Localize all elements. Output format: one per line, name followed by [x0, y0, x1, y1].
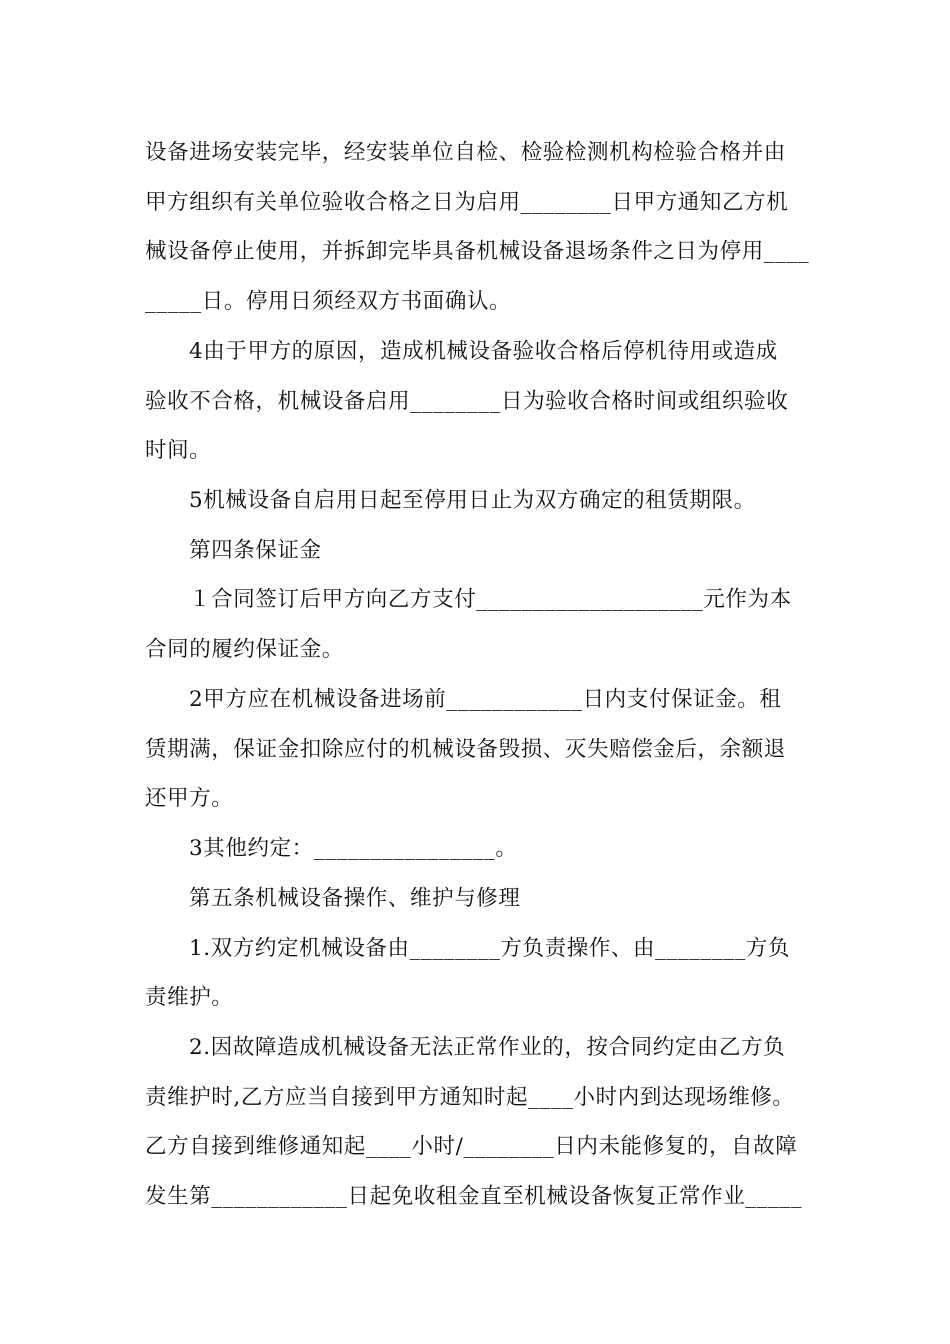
text-line: 时间。: [145, 438, 212, 463]
text-line: 赁期满，保证金扣除应付的机械设备毁损、灭失赔偿金后，余额退: [145, 737, 786, 762]
text-line: _____日。停用日须经双方书面确认。: [145, 289, 512, 314]
text-line: 乙方自接到维修通知起____小时/________日内未能修复的，自故障: [145, 1134, 798, 1159]
text-line: 2甲方应在机械设备进场前____________日内支付保证金。租: [189, 687, 782, 712]
text-line: 械设备停止使用，并拆卸完毕具备机械设备退场条件之日为停用____: [145, 239, 810, 264]
text-line: 合同的履约保证金。: [145, 637, 344, 662]
text-line: 1.双方约定机械设备由________方负责操作、由________方负: [189, 936, 791, 961]
text-line: 甲方组织有关单位验收合格之日为启用________日甲方通知乙方机: [145, 190, 789, 215]
text-line: 5机械设备自启用日起至停用日止为双方确定的租赁期限。: [189, 488, 756, 513]
text-line: 3其他约定：________________。: [189, 836, 518, 861]
text-line: 设备进场安装完毕，经安装单位自检、检验检测机构检验合格并由: [145, 140, 786, 165]
section-heading: 第五条机械设备操作、维护与修理: [189, 886, 521, 911]
text-line: １合同签订后甲方向乙方支付____________________元作为本: [189, 587, 792, 612]
section-heading: 第四条保证金: [189, 538, 322, 563]
text-line: 发生第____________日起免收租金直至机械设备恢复正常作业_____: [145, 1184, 803, 1209]
text-line: 责维护。: [145, 985, 234, 1010]
text-line: 验收不合格，机械设备启用________日为验收合格时间或组织验收: [145, 389, 789, 414]
text-line: 2.因故障造成机械设备无法正常作业的，按合同约定由乙方负: [189, 1035, 786, 1060]
text-line: 责维护时,乙方应当自接到甲方通知时起____小时内到达现场维修。: [145, 1085, 795, 1110]
text-line: 还甲方。: [145, 786, 234, 811]
text-line: 4由于甲方的原因，造成机械设备验收合格后停机待用或造成: [189, 339, 778, 364]
